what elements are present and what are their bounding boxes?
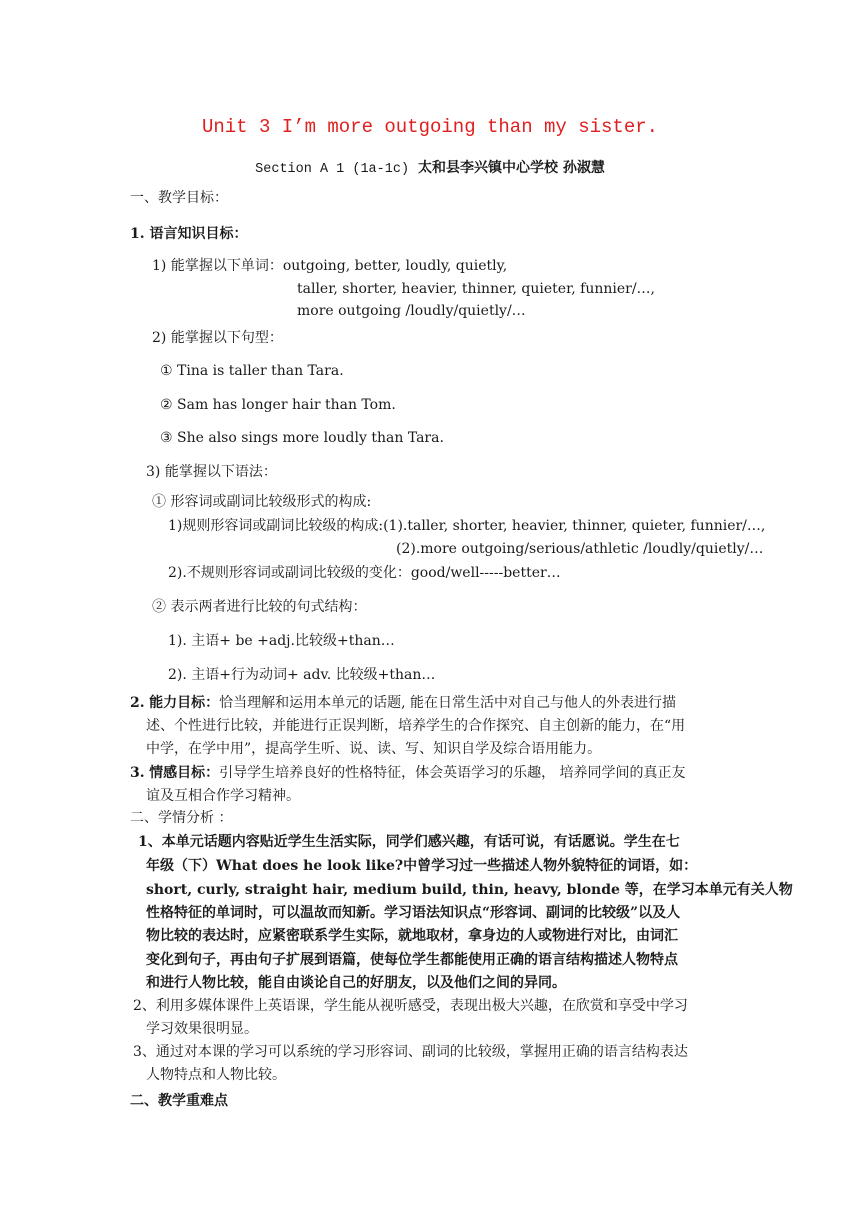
sentence-item: ① Tina is taller than Tara. <box>160 363 344 379</box>
document-subtitle <box>0 157 860 177</box>
analysis-3-line: 3、通过对本课的学习可以系统的学习形容词、副词的比较级，掌握用正确的语言结构表达 <box>133 1044 688 1060</box>
vocab-line-1: 1) 能掌握以下单词：outgoing, better, loudly, quietly, <box>152 258 508 274</box>
analysis-1-line: 年级（下）What does he look like?中曾学习过一些描述人物外貌特征的词语，如： <box>146 858 698 874</box>
grammar-point-2a: 1). 主语+ be +adj.比较级+than… <box>168 633 395 649</box>
section-heading-goals: 一、教学目标： <box>130 190 228 206</box>
goal-2-line-3: 中学，在学中用”，提高学生听、说、读、写、知识自学及综合语用能力。 <box>146 741 602 757</box>
section-heading-keypoints: 二、教学重难点 <box>130 1093 228 1109</box>
analysis-2-line: 2、利用多媒体课件上英语课，学生能从视听感受，表现出极大兴趣，在欣赏和享受中学习 <box>133 998 688 1014</box>
goal-3-line-1: 3. 情感目标：引导学生培养良好的性格特征，体会英语学习的乐趣， 培养同学间的真正友 <box>130 765 686 781</box>
analysis-1-line: 和进行人物比较，能自由谈论自己的好朋友，以及他们之间的异同。 <box>146 975 566 991</box>
analysis-3-line: 人物特点和人物比较。 <box>146 1067 286 1083</box>
analysis-1-line: 性格特征的单词时，可以温故而知新。学习语法知识点“形容词、副词的比较级”以及人 <box>146 905 681 921</box>
vocab-line-3: more outgoing /loudly/quietly/… <box>297 303 526 319</box>
goal-3-line-2: 谊及互相合作学习精神。 <box>146 788 300 804</box>
grammar-point-2b: 2). 主语+行为动词+ adv. 比较级+than… <box>168 667 436 683</box>
grammar-point-1a: 1)规则形容词或副词比较级的构成:(1).taller, shorter, heavier, thinner, quieter, funnier/…, <box>168 518 766 534</box>
sentences-label: 2) 能掌握以下句型： <box>152 330 283 346</box>
section-label: Section A 1 (1a-1c) <box>255 162 410 177</box>
analysis-1-line: 物比较的表达时，应紧密联系学生实际，就地取材，拿身边的人或物进行对比，由词汇 <box>146 928 678 944</box>
section-heading-analysis: 二、学情分析 ： <box>130 810 233 826</box>
analysis-1-line: 1、本单元话题内容贴近学生生活实际，同学们感兴趣，有话可说，有话愿说。学生在七 <box>138 834 680 850</box>
author-line: 太和县李兴镇中心学校 孙淑慧 <box>417 160 605 176</box>
sentence-item: ② Sam has longer hair than Tom. <box>160 397 396 413</box>
goal-1-heading: 1. 语言知识目标： <box>130 226 248 242</box>
grammar-point-1: ① 形容词或副词比较级形式的构成: <box>152 494 372 510</box>
grammar-label: 3) 能掌握以下语法： <box>146 464 277 480</box>
goal-2-line-1: 2. 能力目标：恰当理解和运用本单元的话题, 能在日常生活中对自己与他人的外表进行描 <box>130 695 676 711</box>
grammar-point-1c: 2).不规则形容词或副词比较级的变化：good/well-----better… <box>168 565 561 581</box>
sentence-item: ③ She also sings more loudly than Tara. <box>160 430 444 446</box>
document-title: Unit 3 I’m more outgoing than my sister. <box>201 116 659 138</box>
goal-2-line-2: 述、个性进行比较，并能进行正误判断，培养学生的合作探究、自主创新的能力，在“用 <box>146 718 686 734</box>
grammar-point-2: ② 表示两者进行比较的句式结构： <box>152 599 367 615</box>
analysis-1-line: short, curly, straight hair, medium build, thin, heavy, blonde 等，在学习本单元有关人物 <box>146 882 793 898</box>
grammar-point-1b: (2).more outgoing/serious/athletic /loudly/quietly/… <box>396 541 764 557</box>
vocab-line-2: taller, shorter, heavier, thinner, quieter, funnier/…, <box>297 281 655 297</box>
analysis-2-line: 学习效果很明显。 <box>146 1021 258 1037</box>
analysis-1-line: 变化到句子，再由句子扩展到语篇，使每位学生都能使用正确的语言结构描述人物特点 <box>146 952 678 968</box>
